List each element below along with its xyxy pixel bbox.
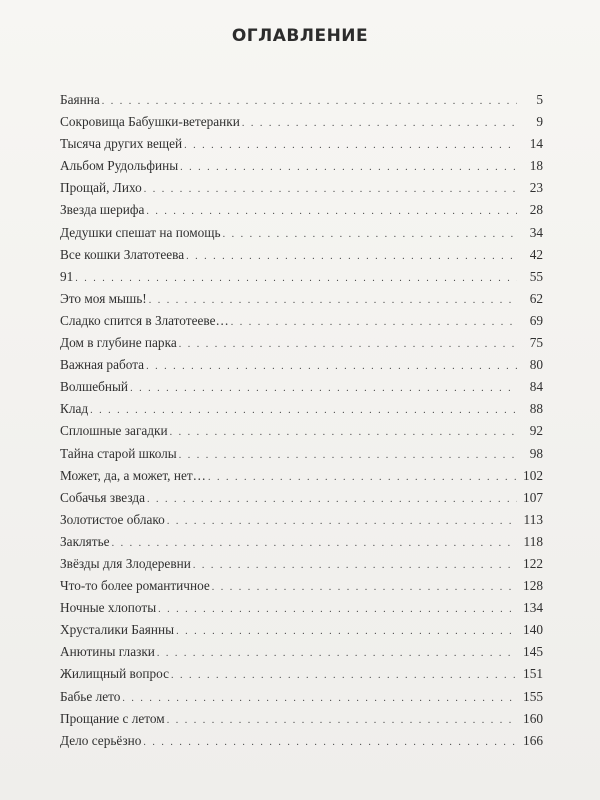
toc-entry — [60, 446, 543, 468]
toc-entry-page: 69 — [529, 312, 543, 328]
toc-leader-dots — [186, 251, 517, 262]
page-title: ОГЛАВЛЕНИЕ — [231, 26, 369, 46]
toc-entry-title: Важная работа — [60, 357, 145, 373]
toc-leader-dots — [180, 162, 517, 173]
toc-leader-dots — [144, 184, 517, 195]
toc-entry-title: Хрусталики Баянны — [60, 622, 175, 638]
toc-entry — [60, 644, 543, 666]
toc-entry — [60, 733, 543, 755]
toc-leader-dots — [149, 295, 517, 306]
toc-leader-dots — [143, 737, 517, 748]
toc-entry-page: 140 — [523, 622, 543, 638]
toc-leader-dots — [157, 648, 517, 659]
toc-entry — [60, 711, 543, 733]
toc-entry-title: Анютины глазки — [60, 644, 155, 660]
toc-entry — [60, 689, 543, 711]
toc-entry-title: Что-то более романтичное — [60, 578, 210, 594]
toc-entry-title: Ночные хлопоты — [60, 600, 157, 616]
toc-leader-dots — [112, 538, 517, 549]
toc-entry-page: 107 — [523, 489, 543, 505]
toc-entry-title: Прощание с летом — [60, 710, 165, 726]
toc-entry-title: Собачья звезда — [60, 489, 146, 505]
toc-entry — [60, 313, 543, 335]
toc-entry-page: 160 — [523, 710, 543, 726]
toc-entry-page: 102 — [523, 467, 543, 483]
toc-entry-page: 88 — [529, 401, 543, 417]
toc-entry — [60, 158, 543, 180]
toc-entry — [60, 357, 543, 379]
toc-entry-title: Сладко спится в Златотееве… — [60, 312, 229, 328]
toc-leader-dots — [208, 472, 517, 483]
toc-entry-title: Дом в глубине парка — [60, 335, 177, 351]
toc-entry — [60, 578, 543, 600]
toc-leader-dots — [176, 626, 517, 637]
toc-entry — [60, 622, 543, 644]
toc-leader-dots — [193, 560, 517, 571]
toc-entry-title: 91 — [60, 268, 74, 284]
toc-entry-page: 151 — [523, 666, 543, 682]
toc-entry-title: Сплошные загадки — [60, 423, 168, 439]
toc-entry — [60, 468, 543, 490]
toc-leader-dots — [75, 273, 517, 284]
toc-entry-title: Золотистое облако — [60, 511, 165, 527]
toc-entry-title: Сокровища Бабушки-ветеранки — [60, 114, 240, 130]
toc-entry-title: Баянна — [60, 92, 100, 107]
toc-leader-dots — [167, 715, 517, 726]
toc-entry — [60, 401, 543, 423]
toc-entry — [60, 269, 543, 291]
toc-entry-page: 128 — [523, 578, 543, 594]
toc-entry-page: 80 — [529, 357, 543, 373]
toc-entry-title: Звёзды для Злодеревни — [60, 555, 191, 571]
toc-entry — [60, 666, 543, 688]
toc-entry-title: Бабье лето — [60, 688, 121, 704]
toc-leader-dots — [167, 516, 517, 527]
toc-entry-page: 75 — [529, 335, 543, 351]
toc-entry-page: 28 — [529, 202, 543, 218]
toc-entry — [60, 556, 543, 578]
toc-entry-page: 92 — [529, 423, 543, 439]
toc-entry-page: 84 — [529, 379, 543, 395]
toc-entry — [60, 423, 543, 445]
toc-entry-title: Тайна старой школы — [60, 445, 177, 461]
toc-entry — [60, 512, 543, 534]
toc-leader-dots — [184, 140, 517, 151]
toc-entry-page: 62 — [529, 290, 543, 306]
toc-leader-dots — [170, 427, 517, 438]
toc-leader-dots — [122, 693, 517, 704]
toc-leader-dots — [242, 118, 517, 129]
toc-entry-page: 98 — [529, 445, 543, 461]
toc-leader-dots — [130, 383, 517, 394]
toc-entry-title: Клад — [60, 401, 89, 417]
toc-entry-title: Все кошки Златотеева — [60, 246, 185, 262]
toc-leader-dots — [158, 604, 517, 615]
toc-entry-page: 18 — [529, 158, 543, 174]
toc-entry — [60, 291, 543, 313]
toc-entry-page: 155 — [523, 688, 543, 704]
toc-leader-dots — [223, 229, 517, 240]
toc-entry-page: 14 — [529, 136, 543, 152]
toc-leader-dots — [171, 670, 517, 681]
table-of-contents — [60, 92, 543, 755]
toc-entry — [60, 600, 543, 622]
toc-entry — [60, 490, 543, 512]
toc-entry-title: Альбом Рудольфины — [60, 158, 179, 174]
toc-entry-page: 5 — [536, 92, 543, 107]
toc-leader-dots — [146, 361, 517, 372]
toc-leader-dots — [179, 339, 517, 350]
toc-entry-page: 34 — [529, 224, 543, 240]
toc-entry — [60, 247, 543, 269]
toc-entry-page: 113 — [523, 511, 543, 527]
toc-entry-page: 122 — [523, 555, 543, 571]
toc-entry — [60, 202, 543, 224]
toc-entry — [60, 180, 543, 202]
toc-entry-page: 55 — [529, 268, 543, 284]
toc-entry-page: 9 — [536, 114, 543, 130]
toc-entry-title: Заклятье — [60, 533, 110, 549]
toc-entry — [60, 335, 543, 357]
toc-leader-dots — [231, 317, 517, 328]
toc-entry-title: Тысяча других вещей — [60, 136, 183, 152]
toc-entry-title: Может, да, а может, нет… — [60, 467, 206, 483]
toc-entry-page: 23 — [529, 180, 543, 196]
toc-entry — [60, 379, 543, 401]
toc-entry — [60, 225, 543, 247]
toc-leader-dots — [147, 494, 517, 505]
toc-entry-title: Дело серьёзно — [60, 732, 142, 748]
toc-entry-page: 118 — [523, 533, 543, 549]
toc-leader-dots — [212, 582, 517, 593]
toc-leader-dots — [102, 96, 517, 107]
toc-entry-page: 166 — [523, 732, 543, 748]
toc-entry-page: 42 — [529, 246, 543, 262]
toc-entry — [60, 534, 543, 556]
toc-entry-title: Прощай, Лихо — [60, 180, 142, 196]
toc-leader-dots — [146, 206, 517, 217]
toc-entry-title: Жилищный вопрос — [60, 666, 169, 682]
toc-entry-page: 145 — [523, 644, 543, 660]
toc-entry-title: Волшебный — [60, 379, 129, 395]
toc-entry — [60, 136, 543, 158]
toc-entry-title: Это моя мышь! — [60, 290, 147, 306]
toc-entry — [60, 114, 543, 136]
toc-entry-page: 134 — [523, 600, 543, 616]
toc-leader-dots — [90, 405, 517, 416]
toc-leader-dots — [179, 450, 517, 461]
toc-entry — [60, 92, 543, 114]
toc-entry-title: Дедушки спешат на помощь — [60, 224, 221, 240]
toc-entry-title: Звезда шерифа — [60, 202, 145, 218]
